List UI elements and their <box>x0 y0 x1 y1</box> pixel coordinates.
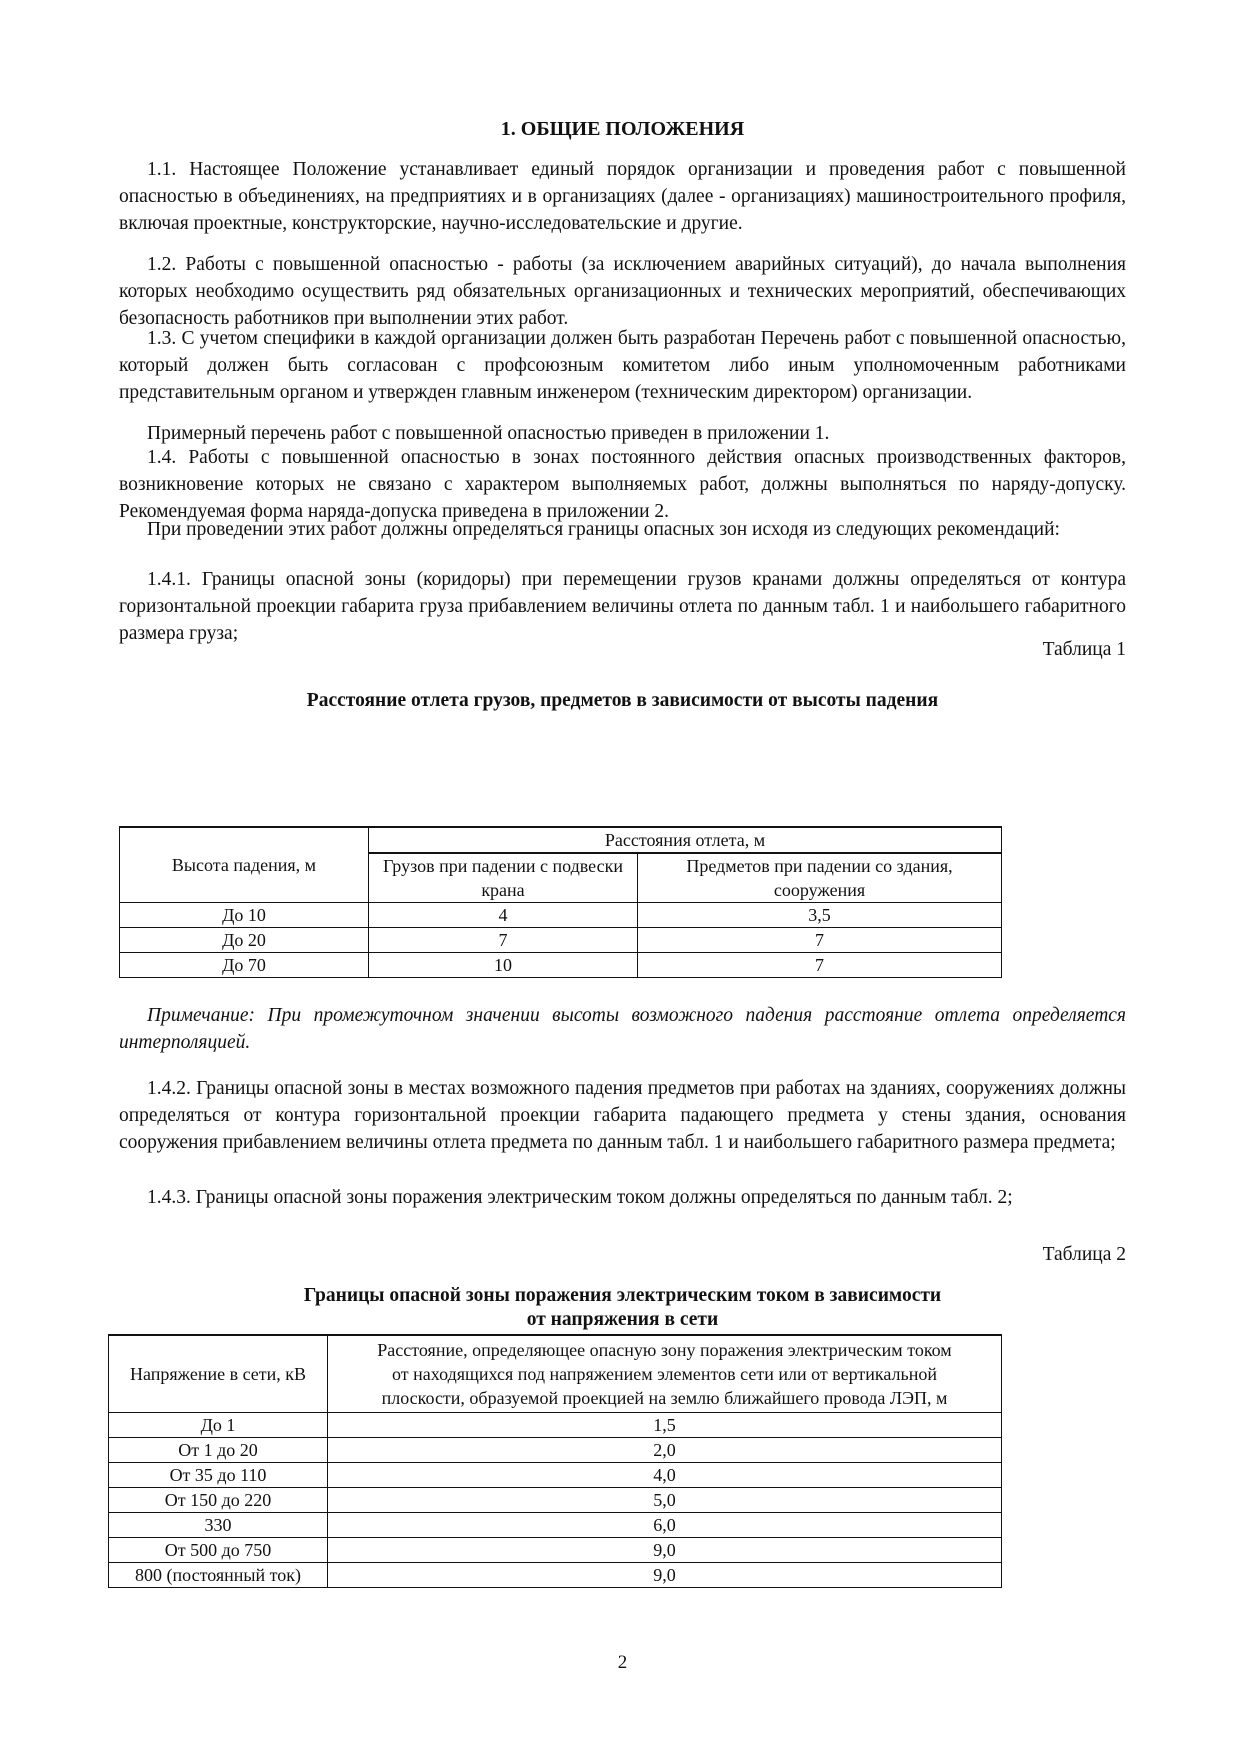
table-1-cell-loads: 10 <box>369 953 638 978</box>
paragraph-1-4-3: 1.4.3. Границы опасной зоны поражения электрическим током должны определяться по данным табл. 2; <box>147 1187 1013 1208</box>
table-1-cell-loads: 4 <box>369 903 638 928</box>
table-2-cell-distance: 6,0 <box>328 1513 1002 1538</box>
table-1-col-group: Расстояния отлета, м <box>369 827 1002 853</box>
paragraph-1-3: 1.3. С учетом специфики в каждой организации должен быть разработан Перечень работ с повышенной опасностью, который должен быть согласован с профсоюзным комитетом либо иным уполномоченным работниками представительным органом и утвержден главным инженером (техническим директором) организации. <box>119 328 1126 404</box>
paragraph-1-1: 1.1. Настоящее Положение устанавливает единый порядок организации и проведения работ с повышенной опасностью в объединениях, на предприятиях и в организациях (далее - организациях) машиностроительного профиля, включая проектные, конструкторские, научно-исследовательские и другие. <box>119 159 1126 235</box>
table-row <box>120 928 1002 953</box>
table-2-cell-voltage: От 35 до 110 <box>109 1463 328 1488</box>
paragraph-1-4: 1.4. Работы с повышенной опасностью в зонах постоянного действия опасных производственных факторов, возникновение которых не связано с характером выполняемых работ, должны выполняться по наряду-допуску. Рекомендуемая форма наряда-допуска приведена в приложении 2. <box>119 447 1126 523</box>
table-2-header-row <box>109 1335 1002 1413</box>
paragraph-1-2: 1.2. Работы с повышенной опасностью - работы (за исключением аварийных ситуаций), до начала выполнения которых необходимо осуществить ряд обязательных организационных и технических мероприятий, обеспечивающих безопасность работников при выполнении этих работ. <box>119 254 1126 330</box>
table-1-cell-height: До 20 <box>120 928 369 953</box>
table-2-cell-voltage: До 1 <box>109 1413 328 1438</box>
table-2-cell-voltage: От 150 до 220 <box>109 1488 328 1513</box>
table-2-cell-distance: 5,0 <box>328 1488 1002 1513</box>
table-2-cell-distance: 1,5 <box>328 1413 1002 1438</box>
table-1-cell-loads: 7 <box>369 928 638 953</box>
table-2-col-voltage: Напряжение в сети, кВ <box>109 1335 328 1413</box>
table-2 <box>108 1334 1002 1588</box>
table-2-title-line-2: от напряжения в сети <box>526 1309 719 1330</box>
table-1-title: Расстояние отлета грузов, предметов в зависимости от высоты падения <box>306 690 939 711</box>
table-1-cell-objects: 7 <box>638 953 1002 978</box>
table-1-note: Примечание: При промежуточном значении высоты возможного падения расстояние отлета определяется интерполяцией. <box>119 1005 1126 1054</box>
section-heading: 1. ОБЩИЕ ПОЛОЖЕНИЯ <box>500 118 745 140</box>
table-1 <box>119 826 1002 978</box>
table-2-cell-voltage: От 500 до 750 <box>109 1538 328 1563</box>
table-row <box>109 1538 1002 1563</box>
table-1-col-loads: Грузов при падении с подвески крана <box>369 853 638 903</box>
table-2-title-line-1: Границы опасной зоны поражения электрическим током в зависимости <box>303 1285 942 1306</box>
table-row <box>109 1563 1002 1588</box>
table-2-cell-distance: 4,0 <box>328 1463 1002 1488</box>
paragraph-example-list: Примерный перечень работ с повышенной опасностью приведен в приложении 1. <box>147 423 830 444</box>
table-row <box>109 1438 1002 1463</box>
table-2-cell-distance: 9,0 <box>328 1538 1002 1563</box>
paragraph-zones: При проведении этих работ должны определяться границы опасных зон исходя из следующих рекомендаций: <box>147 519 1060 540</box>
table-2-cell-distance: 9,0 <box>328 1563 1002 1588</box>
table-1-cell-height: До 70 <box>120 953 369 978</box>
table-row <box>109 1488 1002 1513</box>
table-1-label: Таблица 1 <box>1042 639 1126 660</box>
table-row <box>120 903 1002 928</box>
table-1-cell-objects: 7 <box>638 928 1002 953</box>
table-2-label: Таблица 2 <box>1042 1244 1126 1265</box>
page-number: 2 <box>617 1652 628 1673</box>
table-2-cell-distance: 2,0 <box>328 1438 1002 1463</box>
table-1-header-row <box>120 827 1002 853</box>
table-row <box>109 1513 1002 1538</box>
table-2-cell-voltage: 330 <box>109 1513 328 1538</box>
table-1-cell-objects: 3,5 <box>638 903 1002 928</box>
table-1-col-height: Высота падения, м <box>120 827 369 903</box>
table-row <box>109 1463 1002 1488</box>
table-2-cell-voltage: От 1 до 20 <box>109 1438 328 1463</box>
table-1-cell-height: До 10 <box>120 903 369 928</box>
paragraph-1-4-2: 1.4.2. Границы опасной зоны в местах возможного падения предметов при работах на зданиях, сооружениях должны определяться от контура горизонтальной проекции габарита падающего предмета у стены здания, основания сооружения прибавлением величины отлета предмета по данным табл. 1 и наибольшего габаритного размера предмета; <box>119 1078 1126 1154</box>
paragraph-1-4-1: 1.4.1. Границы опасной зоны (коридоры) при перемещении грузов кранами должны определяться от контура горизонтальной проекции габарита груза прибавлением величины отлета по данным табл. 1 и наибольшего габаритного размера груза; <box>119 569 1126 645</box>
table-row <box>109 1413 1002 1438</box>
table-2-col-distance: Расстояние, определяющее опасную зону поражения электрическим током от находящихся под напряжением элементов сети или от вертикальной плоскости, образуемой проекцией на землю ближайшего провода ЛЭП, м <box>328 1335 1002 1413</box>
table-2-cell-voltage: 800 (постоянный ток) <box>109 1563 328 1588</box>
table-1-col-objects: Предметов при падении со здания, сооружения <box>638 853 1002 903</box>
table-row <box>120 953 1002 978</box>
